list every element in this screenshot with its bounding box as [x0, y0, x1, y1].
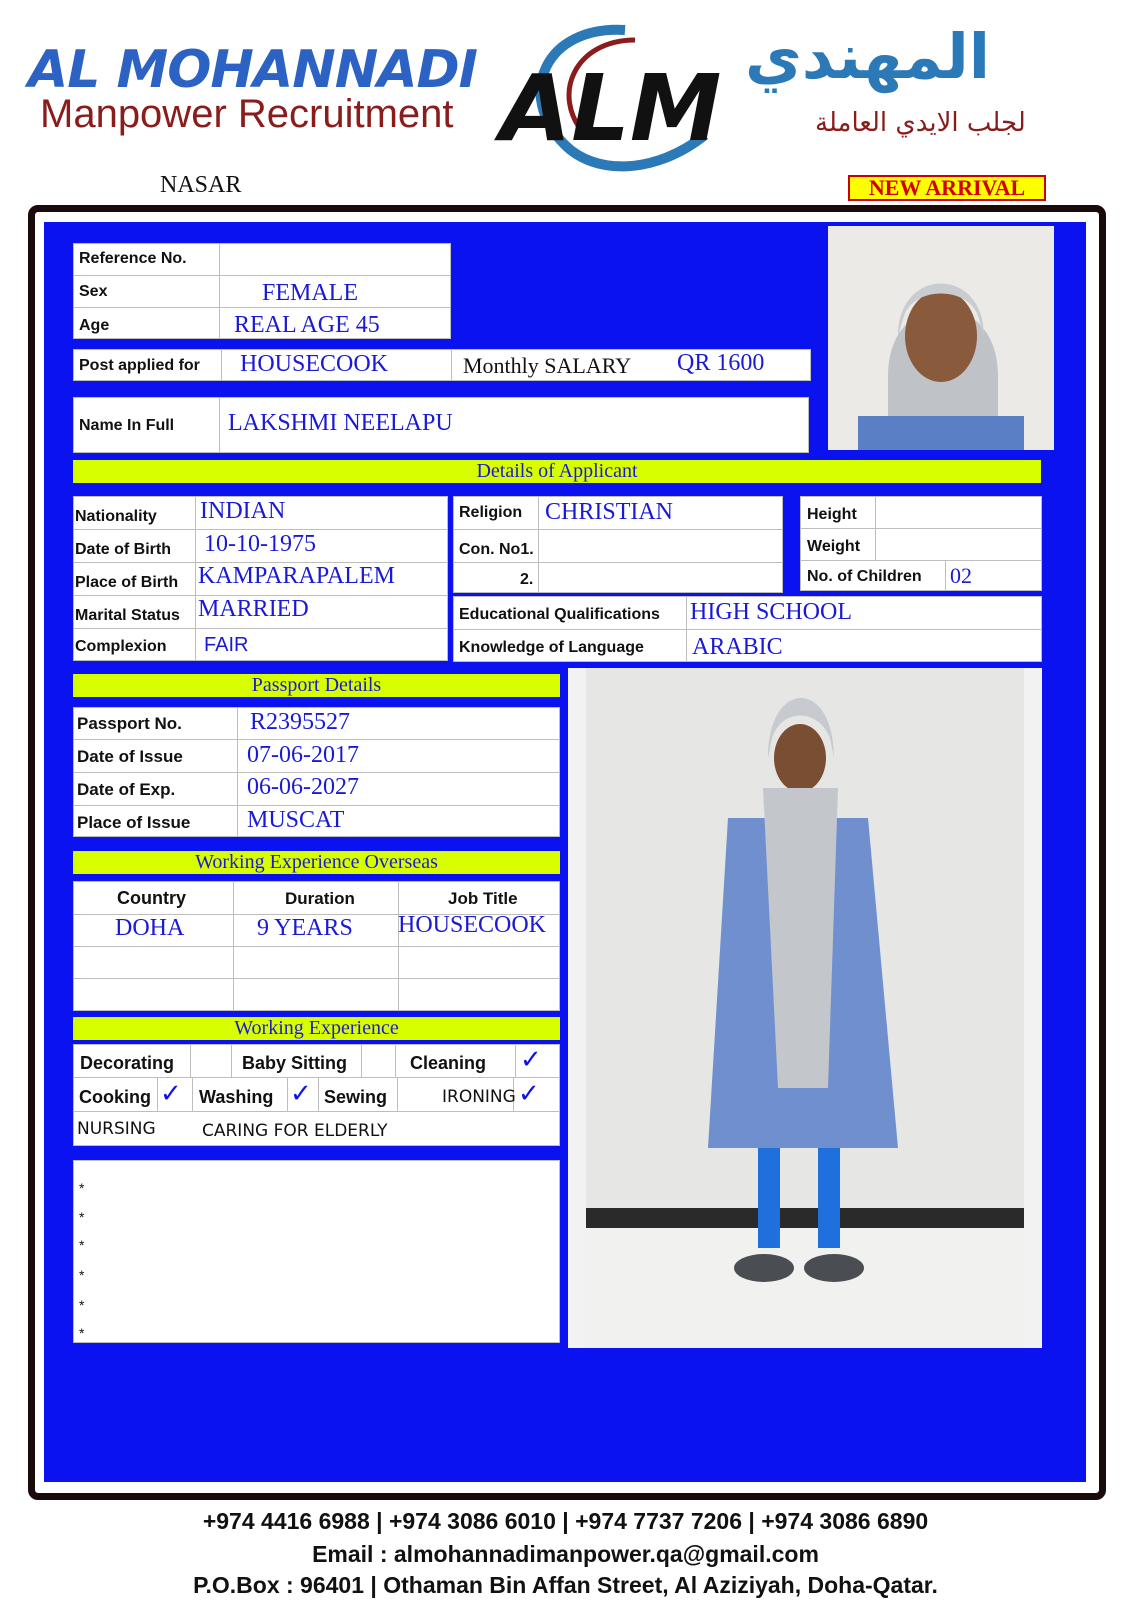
expiry-date-label: Date of Exp.: [77, 780, 176, 799]
children-value: 02: [950, 563, 972, 588]
salary-label: Monthly SALARY: [463, 353, 632, 378]
weight-label: Weight: [807, 538, 861, 555]
passport-no-label: Passport No.: [77, 714, 182, 733]
marital-label: Marital Status: [75, 607, 180, 624]
contact-1-label: Con. No1.: [459, 541, 534, 558]
religion-value: CHRISTIAN: [545, 499, 674, 525]
expiry-date-value: 06-06-2027: [247, 774, 359, 800]
washing-label: Washing: [199, 1087, 274, 1107]
height-label: Height: [807, 506, 857, 523]
dob-label: Date of Birth: [75, 541, 171, 558]
name-value: LAKSHMI NEELAPU: [228, 410, 453, 436]
remarks-box: [73, 1160, 560, 1343]
sex-label: Sex: [79, 283, 108, 300]
cooking-checkmark-icon: ✓: [160, 1079, 182, 1109]
religion-label: Religion: [459, 504, 523, 521]
cleaning-checkmark-icon: ✓: [520, 1045, 542, 1075]
cleaning-label: Cleaning: [410, 1053, 487, 1073]
education-label: Educational Qualifications: [459, 606, 660, 623]
age-value: REAL AGE 45: [234, 312, 380, 338]
remark-bullet: *: [79, 1297, 85, 1313]
overseas-duration: 9 YEARS: [257, 915, 353, 941]
post-value: HOUSECOOK: [240, 351, 389, 377]
nationality-value: INDIAN: [200, 498, 286, 524]
children-label: No. of Children: [807, 568, 922, 585]
pob-label: Place of Birth: [75, 574, 179, 591]
brand-subtitle: Manpower Recruitment: [40, 92, 454, 136]
overseas-job-title: HOUSECOOK: [398, 912, 547, 938]
passport-no-value: R2395527: [250, 709, 351, 735]
footer-phones: +974 4416 6988 | +974 3086 6010 | +974 7737 7206 | +974 3086 6890: [202, 1508, 929, 1534]
complexion-label: Complexion: [75, 638, 167, 655]
remark-bullet: *: [79, 1267, 85, 1283]
details-title: Details of Applicant: [73, 460, 1041, 483]
overseas-country: DOHA: [115, 915, 185, 941]
language-label: Knowledge of Language: [459, 639, 644, 656]
contact-2-label: 2.: [520, 571, 534, 588]
brand-name-english: AL MOHANNADI: [28, 40, 477, 100]
baby-sitting-label: Baby Sitting: [242, 1053, 348, 1073]
cooking-label: Cooking: [79, 1087, 151, 1107]
age-label: Age: [79, 317, 110, 334]
new-arrival-badge: NEW ARRIVAL: [848, 175, 1046, 201]
issue-date-label: Date of Issue: [77, 747, 183, 766]
ironing-checkmark-icon: ✓: [518, 1079, 540, 1109]
remark-bullet: *: [79, 1209, 85, 1225]
logo-text: ALM: [500, 55, 722, 162]
caring-elderly-label: CARING FOR ELDERLY: [202, 1121, 388, 1141]
full-body-photo: [568, 668, 1042, 1348]
issue-place-value: MUSCAT: [247, 807, 345, 833]
ironing-label: IRONING: [442, 1087, 516, 1107]
sex-value: FEMALE: [262, 280, 358, 306]
footer-address: P.O.Box : 96401 | Othaman Bin Affan Street, Al Aziziyah, Doha-Qatar.: [193, 1572, 938, 1598]
brand-subtitle-arabic: لجلب الايدي العاملة: [815, 108, 1026, 138]
sewing-label: Sewing: [324, 1087, 388, 1107]
brand-name-arabic: المهندي: [745, 20, 990, 93]
reference-label: Reference No.: [79, 250, 187, 267]
nursing-label: NURSING: [77, 1119, 156, 1139]
remark-bullet: *: [79, 1180, 85, 1196]
dob-value: 10-10-1975: [204, 531, 316, 557]
washing-checkmark-icon: ✓: [290, 1079, 312, 1109]
language-value: ARABIC: [692, 634, 783, 660]
complexion-value: FAIR: [204, 634, 249, 656]
country-header: Country: [117, 888, 186, 908]
salary-value: QR 1600: [677, 350, 765, 376]
portrait-photo: [828, 226, 1054, 450]
overseas-title: Working Experience Overseas: [73, 851, 560, 874]
issue-date-value: 07-06-2017: [247, 742, 359, 768]
duration-header: Duration: [285, 889, 355, 908]
name-label: Name In Full: [79, 417, 175, 434]
job-title-header: Job Title: [448, 889, 518, 908]
remark-bullet: *: [79, 1237, 85, 1253]
remark-bullet: *: [79, 1325, 85, 1341]
agent-name: NASAR: [160, 172, 242, 198]
decorating-label: Decorating: [80, 1053, 175, 1073]
nationality-label: Nationality: [75, 508, 157, 525]
education-value: HIGH SCHOOL: [690, 599, 852, 625]
passport-title: Passport Details: [73, 674, 560, 697]
post-label: Post applied for: [79, 357, 200, 374]
marital-value: MARRIED: [198, 596, 309, 622]
experience-title: Working Experience: [73, 1017, 560, 1040]
footer-email: Email : almohannadimanpower.qa@gmail.com: [312, 1541, 819, 1567]
issue-place-label: Place of Issue: [77, 813, 191, 832]
pob-value: KAMPARAPALEM: [198, 563, 395, 589]
